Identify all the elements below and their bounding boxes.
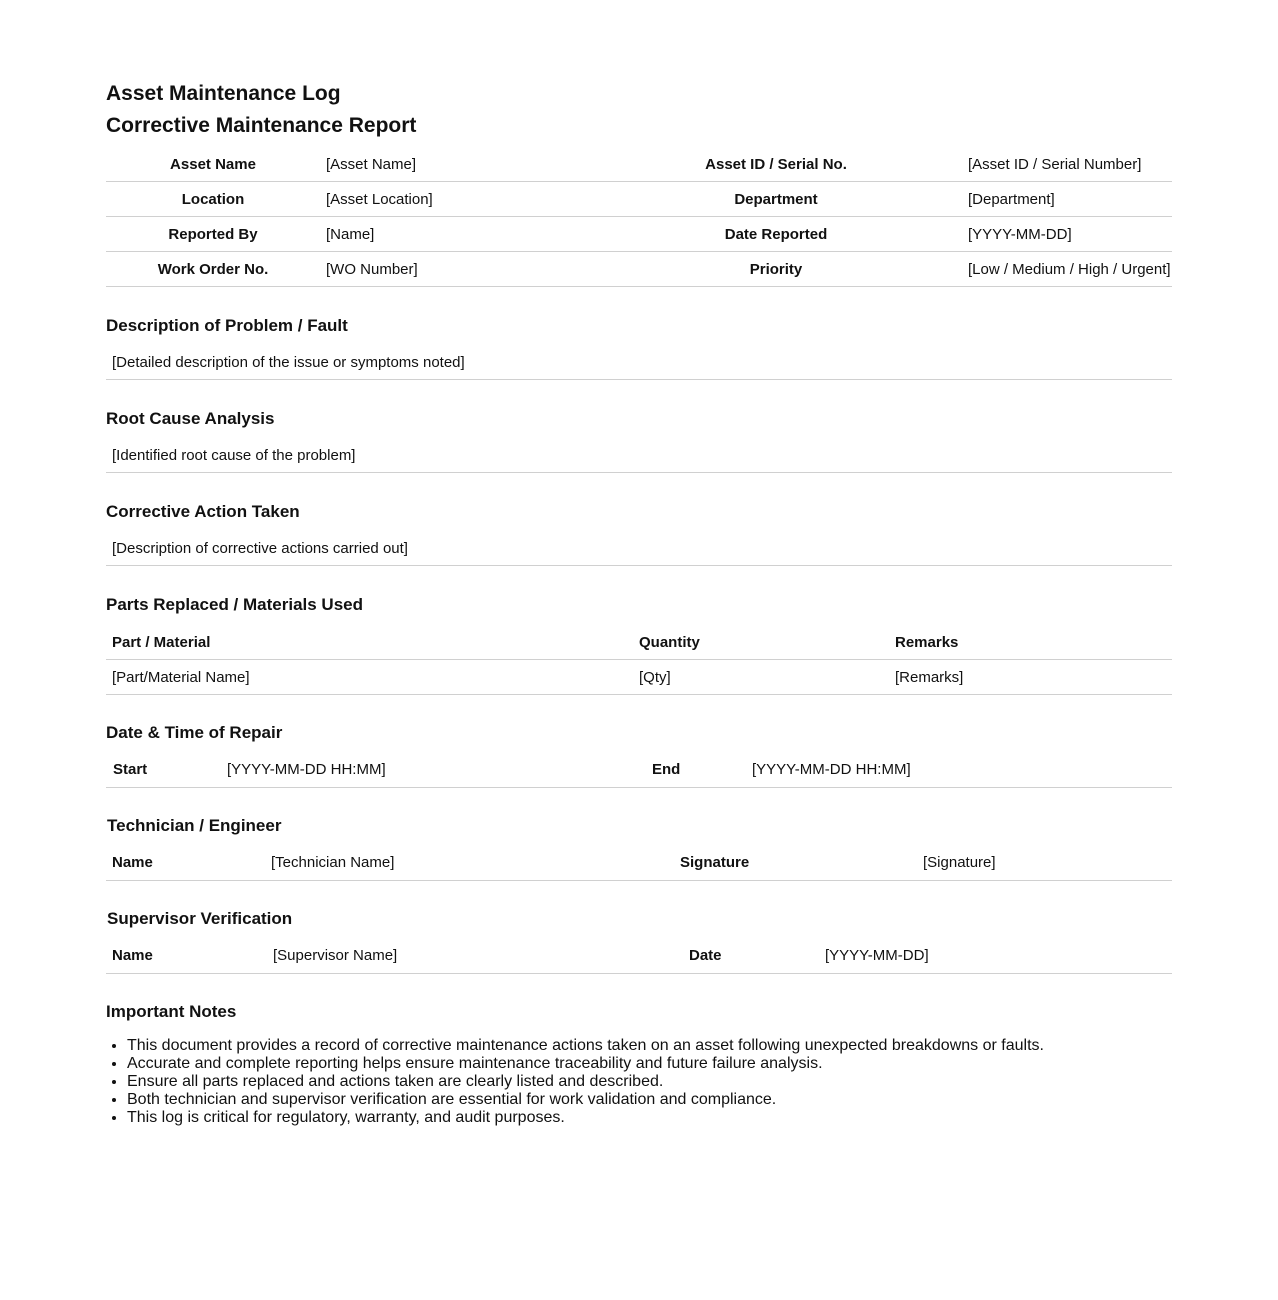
signature-value: [Signature] [923, 854, 996, 871]
list-item: • Accurate and complete reporting helps ensure maintenance traceability and future failure analysis. [127, 1055, 1044, 1073]
asset-id-label: Asset ID / Serial No. [584, 147, 968, 182]
list-item: • Ensure all parts replaced and actions taken are clearly listed and described. [127, 1073, 1044, 1091]
action-heading: Corrective Action Taken [106, 502, 300, 521]
supervisor-date-label: Date [689, 947, 722, 964]
notes-list [106, 1037, 1044, 1127]
reported-by-value: [Name] [320, 217, 584, 252]
location-value: [Asset Location] [320, 182, 584, 217]
date-reported-label: Date Reported [584, 217, 968, 252]
action-text: [Description of corrective actions carried out] [106, 532, 1172, 566]
supervisor-row [106, 939, 1172, 974]
asset-info-table [106, 147, 1172, 287]
supervisor-name-value: [Supervisor Name] [273, 947, 398, 964]
list-item: • This document provides a record of corrective maintenance actions taken on an asset following unexpected breakdowns or faults. [127, 1037, 1044, 1055]
repair-time-row [106, 753, 1172, 788]
page-subtitle: Corrective Maintenance Report [106, 114, 417, 137]
remarks-cell: [Remarks] [889, 660, 1172, 695]
supervisor-heading: Supervisor Verification [107, 909, 293, 928]
signature-label: Signature [680, 854, 750, 871]
technician-name-value: [Technician Name] [271, 854, 395, 871]
technician-name-label: Name [112, 854, 153, 871]
work-order-label: Work Order No. [106, 252, 320, 287]
technician-row [106, 846, 1172, 881]
problem-heading: Description of Problem / Fault [106, 316, 348, 335]
work-order-value: [WO Number] [320, 252, 584, 287]
supervisor-name-label: Name [112, 947, 153, 964]
start-label: Start [113, 761, 148, 778]
priority-value: [Low / Medium / High / Urgent] [968, 252, 1172, 287]
page-title: Asset Maintenance Log [106, 82, 341, 105]
asset-name-value: [Asset Name] [320, 147, 584, 182]
parts-header-row [106, 625, 1172, 660]
parts-heading: Parts Replaced / Materials Used [106, 595, 364, 614]
root-cause-text: [Identified root cause of the problem] [106, 439, 1172, 473]
priority-label: Priority [584, 252, 968, 287]
remarks-column-header: Remarks [889, 625, 1172, 660]
list-item: • Both technician and supervisor verification are essential for work validation and compliance. [127, 1091, 1044, 1109]
info-row [106, 252, 1172, 287]
repair-time-heading: Date & Time of Repair [106, 723, 283, 742]
department-value: [Department] [968, 182, 1172, 217]
supervisor-date-value: [YYYY-MM-DD] [825, 947, 929, 964]
notes-heading: Important Notes [106, 1002, 237, 1021]
table-row [106, 660, 1172, 695]
end-value: [YYYY-MM-DD HH:MM] [752, 761, 911, 778]
problem-text: [Detailed description of the issue or symptoms noted] [106, 346, 1172, 380]
asset-id-value: [Asset ID / Serial Number] [968, 147, 1172, 182]
start-value: [YYYY-MM-DD HH:MM] [227, 761, 386, 778]
quantity-column-header: Quantity [633, 625, 889, 660]
list-item: • This log is critical for regulatory, warranty, and audit purposes. [127, 1109, 1044, 1127]
date-reported-value: [YYYY-MM-DD] [968, 217, 1172, 252]
info-row [106, 182, 1172, 217]
root-cause-heading: Root Cause Analysis [106, 409, 275, 428]
reported-by-label: Reported By [106, 217, 320, 252]
part-cell: [Part/Material Name] [106, 660, 633, 695]
technician-heading: Technician / Engineer [107, 816, 282, 835]
asset-name-label: Asset Name [106, 147, 320, 182]
end-label: End [652, 761, 681, 778]
location-label: Location [106, 182, 320, 217]
department-label: Department [584, 182, 968, 217]
info-row [106, 217, 1172, 252]
part-column-header: Part / Material [106, 625, 633, 660]
info-row [106, 147, 1172, 182]
parts-table [106, 625, 1172, 695]
quantity-cell: [Qty] [633, 660, 889, 695]
